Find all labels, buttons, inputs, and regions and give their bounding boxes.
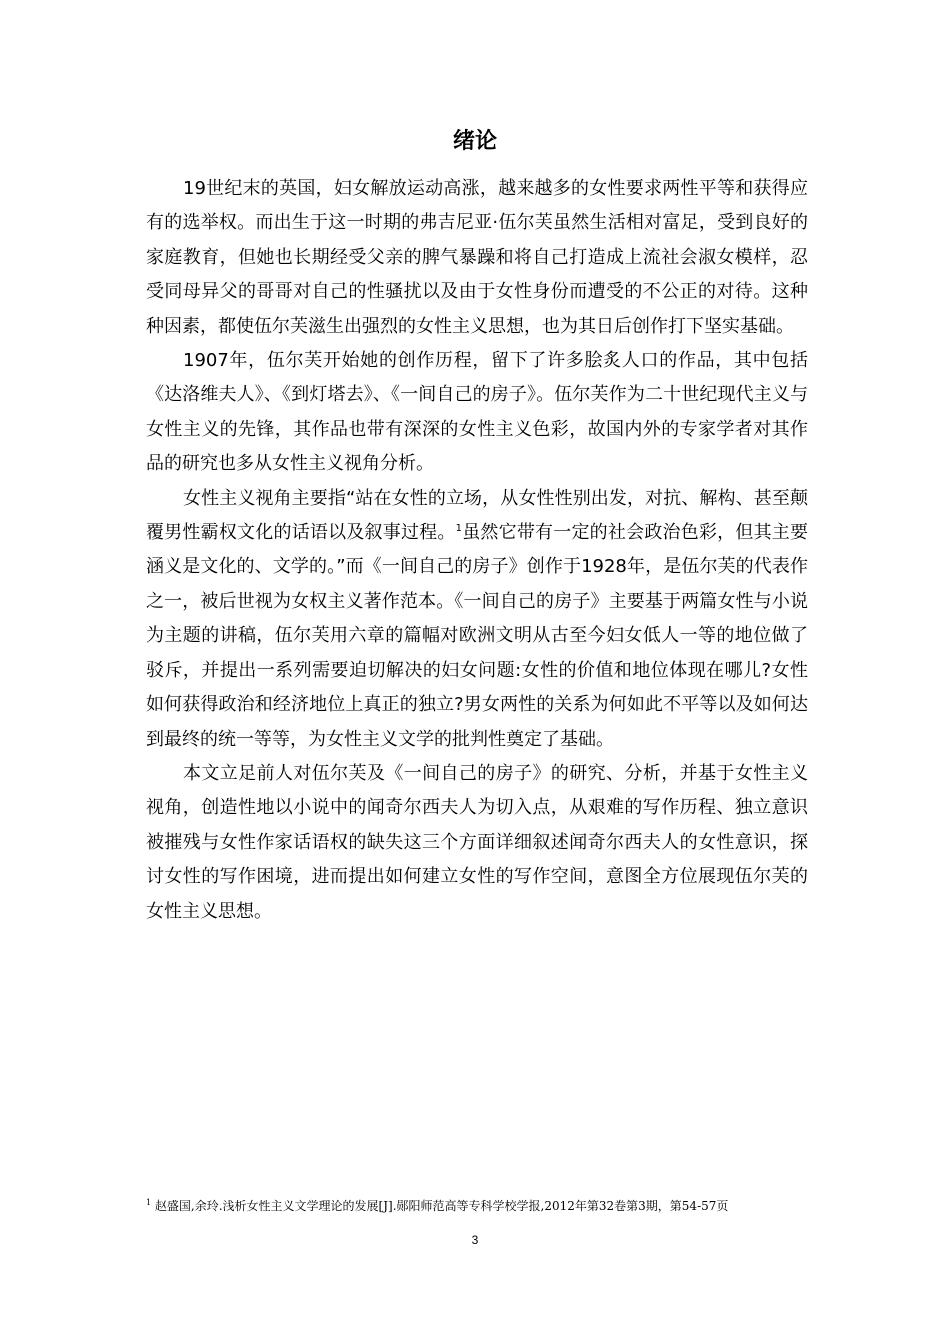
- footnote-text: 赵盛国,余玲.浅析女性主义文学理论的发展[J].郧阳师范高等专科学校学报,2012年第32卷第3期，第54-57页: [154, 1199, 729, 1213]
- footnote-reference[interactable]: 1: [455, 523, 462, 535]
- paragraph-1: 19世纪末的英国，妇女解放运动高涨，越来越多的女性要求两性平等和获得应有的选举权。而出生于这一时期的弗吉尼亚·伍尔芙虽然生活相对富足，受到良好的家庭教育，但她也长期经受父亲的脾气暴躁和将自己打造成上流社会淑女模样，忍受同母异父的哥哥对自己的性骚扰以及由于女性身份而遭受的不公正的对待。这种种因素，都使伍尔芙滋生出强烈的女性主义思想，也为其日后创作打下坚实基础。: [146, 178, 808, 337]
- paragraph-3: [146, 482, 808, 757]
- body-text: [146, 172, 808, 929]
- footnote: [146, 1196, 808, 1216]
- footnote-divider: [146, 1180, 306, 1181]
- footnote-mark: 1: [146, 1198, 152, 1207]
- section-title: 绪论: [452, 129, 497, 154]
- paragraph-4: 本文立足前人对伍尔芙及《一间自己的房子》的研究、分析，并基于女性主义视角，创造性地以小说中的闻奇尔西夫人为切入点，从艰难的写作历程、独立意识被摧残与女性作家话语权的缺失这三个方面详细叙述闻奇尔西夫人的女性意识，探讨女性的写作困境，进而提出如何建立女性的写作空间，意图全方位展现伍尔芙的女性主义思想。: [146, 762, 808, 922]
- paragraph-3-part-1: 女性主义视角主要指“站在女性的立场，从女性性别出发，对抗、解构、甚至颠覆男性霸权文化的话语以及叙事过程。: [146, 487, 808, 544]
- paragraph-3-part-2: 虽然它带有一定的社会政治色彩，但其主要涵义是文化的、文学的。”而《一间自己的房子》创作于1928年，是伍尔芙的代表作之一，被后世视为女权主义著作范本。《一间自己的房子》主要基于两篇女性与小说为主题的讲稿，伍尔芙用六章的篇幅对欧洲文明从古至今妇女低人一等的地位做了驳斥，并提出一系列需要迫切解决的妇女问题:女性的价值和地位体现在哪儿?女性如何获得政治和经济地位上真正的独立?男女两性的关系为何如此不平等以及如何达到最终的统一等等，为女性主义文学的批判性奠定了基础。: [146, 522, 809, 750]
- page-number: 3: [471, 1233, 479, 1247]
- paragraph-2: 1907年，伍尔芙开始她的创作历程，留下了许多脍炙人口的作品，其中包括《达洛维夫人》、《到灯塔去》、《一间自己的房子》。伍尔芙作为二十世纪现代主义与女性主义的先锋，其作品也带有深深的女性主义色彩，故国内外的专家学者对其作品的研究也多从女性主义视角分析。: [146, 350, 808, 475]
